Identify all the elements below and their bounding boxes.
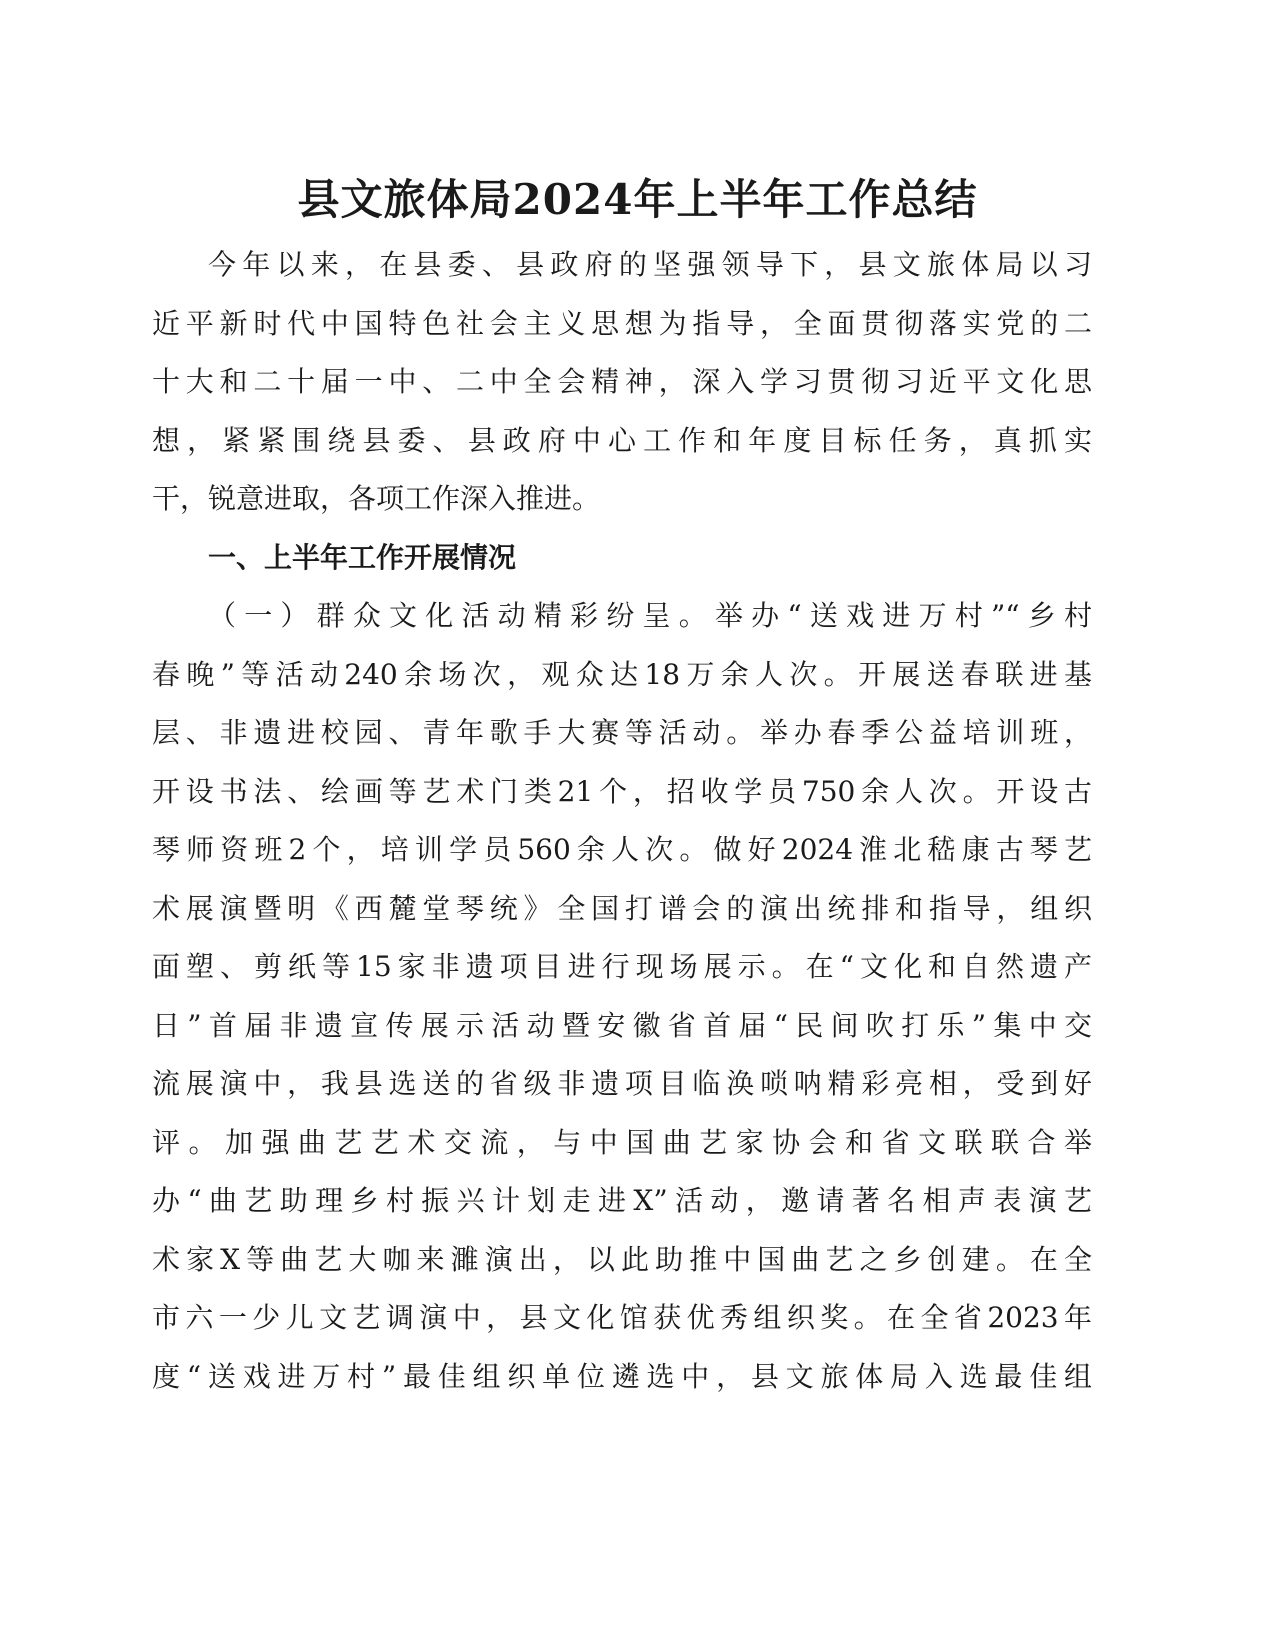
paragraph-line: 办“曲艺助理乡村振兴计划走进X”活动，邀请著名相声表演艺: [152, 1184, 1092, 1217]
intro-line: 十大和二十届一中、二中全会精神，深入学习贯彻习近平文化思: [152, 365, 1092, 398]
paragraph-line: 琴师资班2个，培训学员560余人次。做好2024淮北嵇康古琴艺: [152, 833, 1092, 866]
paragraph-line: 春晚”等活动240余场次，观众达18万余人次。开展送春联进基: [152, 657, 1092, 691]
section-heading: 一、上半年工作开展情况: [208, 540, 517, 574]
intro-line: 干，锐意进取，各项工作深入推进。: [152, 482, 601, 515]
paragraph-line: 层、非遗进校园、青年歌手大赛等活动。举办春季公益培训班，: [152, 716, 1092, 749]
intro-line: 今年以来，在县委、县政府的坚强领导下，县文旅体局以习: [208, 248, 1092, 281]
paragraph-line: 评。加强曲艺艺术交流，与中国曲艺家协会和省文联联合举: [152, 1125, 1092, 1159]
paragraph-line: 术展演暨明《西麓堂琴统》全国打谱会的演出统排和指导，组织: [152, 891, 1092, 925]
intro-line: 想，紧紧围绕县委、县政府中心工作和年度目标任务，真抓实: [152, 423, 1092, 457]
paragraph-line: 度“送戏进万村”最佳组织单位遴选中，县文旅体局入选最佳组: [152, 1359, 1092, 1393]
paragraph-line: 日”首届非遗宣传展示活动暨安徽省首届“民间吹打乐”集中交: [152, 1008, 1092, 1042]
paragraph-line: 面塑、剪纸等15家非遗项目进行现场展示。在“文化和自然遗产: [152, 950, 1092, 983]
document-body: [152, 236, 1092, 1406]
paragraph-line: 开设书法、绘画等艺术门类21个，招收学员750余人次。开设古: [152, 774, 1092, 808]
paragraph-line: 市六一少儿文艺调演中，县文化馆获优秀组织奖。在全省2023年: [152, 1301, 1092, 1334]
intro-line: 近平新时代中国特色社会主义思想为指导，全面贯彻落实党的二: [152, 306, 1092, 340]
document-title: 县文旅体局2024年上半年工作总结: [297, 175, 978, 224]
paragraph-line: （一）群众文化活动精彩纷呈。举办“送戏进万村”“乡村: [208, 599, 1092, 632]
paragraph-line: 流展演中，我县选送的省级非遗项目临涣唢呐精彩亮相，受到好: [152, 1067, 1092, 1100]
paragraph-line: 术家X等曲艺大咖来濉演出，以此助推中国曲艺之乡创建。在全: [152, 1242, 1092, 1276]
